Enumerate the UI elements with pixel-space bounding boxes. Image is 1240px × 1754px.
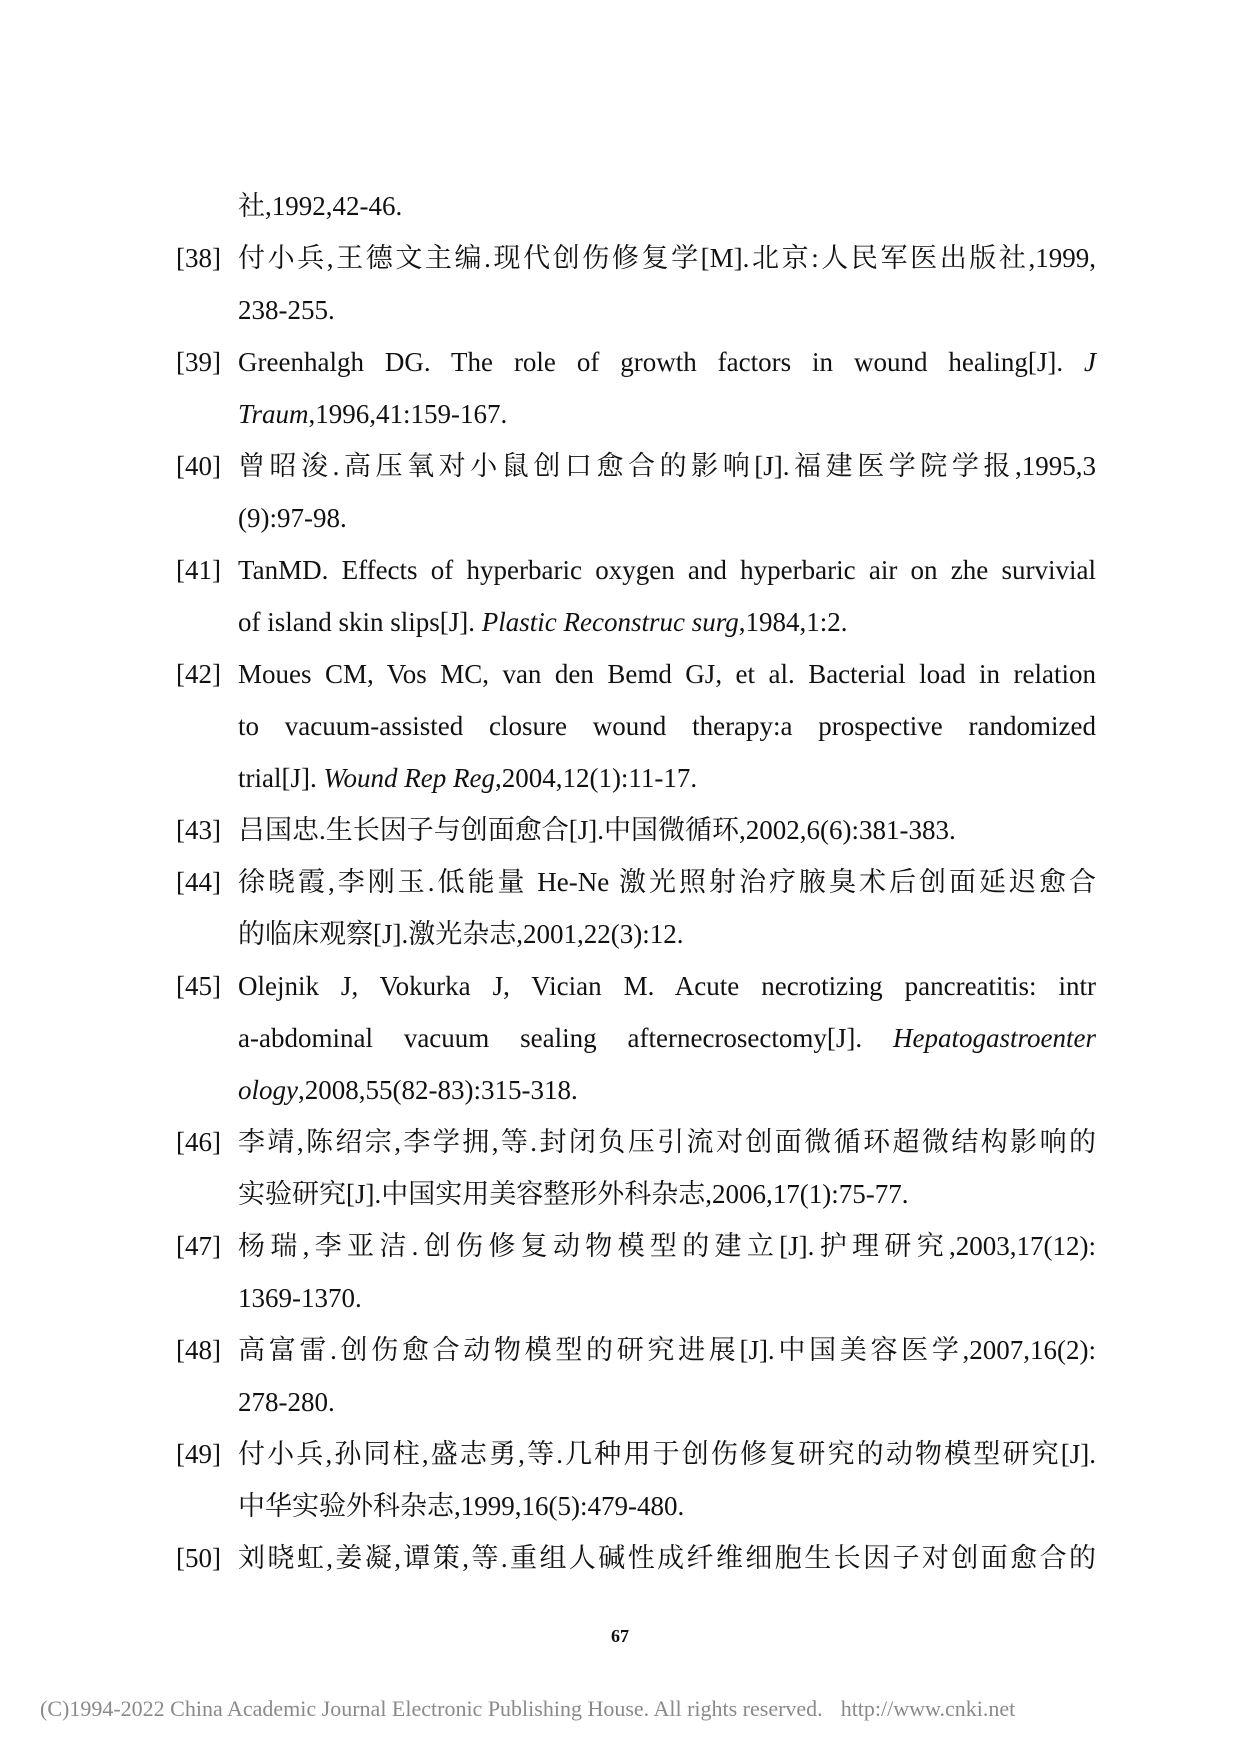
reference-text: 付小兵,王德文主编.现代创伤修复学[M].北京:人民军医出版社,1999, — [238, 243, 1096, 273]
reference-42 — [176, 648, 1096, 700]
journal-name: ology — [238, 1075, 298, 1105]
reference-text: 付小兵,孙同柱,盛志勇,等.几种用于创伤修复研究的动物模型研究[J]. — [238, 1439, 1096, 1469]
reference-text — [238, 596, 1096, 648]
reference-43 — [176, 804, 1096, 856]
reference-text: (9):97-98. — [238, 503, 347, 533]
reference-46 — [176, 1116, 1096, 1168]
reference-text: 吕国忠.生长因子与创面愈合[J].中国微循环,2002,6(6):381-383. — [238, 815, 956, 845]
reference-number: [45] — [176, 971, 221, 1001]
reference-text: Greenhalgh DG. The role of growth factors in wound healing[J]. — [238, 347, 1085, 377]
reference-continuation: 社,1992,42-46. — [238, 191, 403, 221]
reference-number: [50] — [176, 1543, 221, 1573]
reference-text: 中华实验外科杂志,1999,16(5):479-480. — [238, 1491, 685, 1521]
reference-text: of island skin slips[J]. — [238, 607, 482, 637]
reference-text: Olejnik J, Vokurka J, Vician M. Acute necrotizing pancreatitis: intr — [238, 971, 1096, 1001]
reference-text — [238, 1064, 1096, 1116]
journal-name: J — [1084, 347, 1096, 377]
reference-39 — [176, 336, 1096, 388]
journal-name: Wound Rep Reg — [323, 763, 495, 793]
reference-text — [238, 388, 1096, 440]
reference-text: 徐晓霞,李刚玉.低能量 He-Ne 激光照射治疗腋臭术后创面延迟愈合 — [238, 867, 1096, 897]
reference-text: 杨瑞,李亚洁.创伤修复动物模型的建立[J].护理研究,2003,17(12): — [238, 1231, 1096, 1261]
reference-text: trial[J]. — [238, 763, 324, 793]
reference-number: [43] — [176, 815, 221, 845]
reference-text: 1369-1370. — [238, 1283, 362, 1313]
copyright-text: (C)1994-2022 China Academic Journal Electronic Publishing House. All rights reserved. — [40, 1696, 823, 1721]
reference-number: [39] — [176, 347, 221, 377]
reference-text: Moues CM, Vos MC, van den Bemd GJ, et al. Bacterial load in relation — [238, 659, 1096, 689]
reference-number: [47] — [176, 1231, 221, 1261]
copyright-footer — [40, 1696, 1220, 1722]
cnki-url: http://www.cnki.net — [840, 1696, 1016, 1721]
reference-number: [41] — [176, 555, 221, 585]
reference-text: 实验研究[J].中国实用美容整形外科杂志,2006,17(1):75-77. — [238, 1179, 909, 1209]
reference-text: 李靖,陈绍宗,李学拥,等.封闭负压引流对创面微循环超微结构影响的 — [238, 1127, 1096, 1157]
reference-40 — [176, 440, 1096, 492]
reference-number: [48] — [176, 1335, 221, 1365]
journal-name: Hepatogastroenter — [893, 1023, 1096, 1053]
reference-text — [238, 1012, 1096, 1064]
reference-45 — [176, 960, 1096, 1012]
reference-number: [42] — [176, 659, 221, 689]
reference-number: [38] — [176, 243, 221, 273]
reference-text: 238-255. — [238, 295, 335, 325]
reference-44 — [176, 856, 1096, 908]
reference-number: [46] — [176, 1127, 221, 1157]
reference-48 — [176, 1324, 1096, 1376]
reference-text: 278-280. — [238, 1387, 335, 1417]
journal-name: Plastic Reconstruc surg — [481, 607, 739, 637]
reference-47 — [176, 1220, 1096, 1272]
reference-details: ,2008,55(82-83):315-318. — [298, 1075, 578, 1105]
reference-text: a-abdominal vacuum sealing afternecrosectomy[J]. — [238, 1023, 894, 1053]
journal-name: Traum — [238, 399, 309, 429]
reference-number: [40] — [176, 451, 221, 481]
reference-49 — [176, 1428, 1096, 1480]
reference-text: to vacuum-assisted closure wound therapy:a prospective randomized — [238, 711, 1096, 741]
reference-number: [44] — [176, 867, 221, 897]
page-number: 67 — [611, 1626, 629, 1646]
reference-text: 曾昭浚.高压氧对小鼠创口愈合的影响[J].福建医学院学报,1995,3 — [238, 451, 1096, 481]
reference-41 — [176, 544, 1096, 596]
reference-text: 高富雷.创伤愈合动物模型的研究进展[J].中国美容医学,2007,16(2): — [238, 1335, 1096, 1365]
reference-text: TanMD. Effects of hyperbaric oxygen and hyperbaric air on zhe survivial — [238, 555, 1096, 585]
reference-details: ,1996,41:159-167. — [308, 399, 508, 429]
reference-text: 刘晓虹,姜凝,谭策,等.重组人碱性成纤维细胞生长因子对创面愈合的 — [238, 1543, 1096, 1573]
reference-text — [238, 752, 1096, 804]
reference-number: [49] — [176, 1439, 221, 1469]
reference-details: ,1984,1:2. — [738, 607, 848, 637]
reference-text: 的临床观察[J].激光杂志,2001,22(3):12. — [238, 919, 684, 949]
reference-38 — [176, 232, 1096, 284]
reference-details: ,2004,12(1):11-17. — [494, 763, 698, 793]
reference-50 — [176, 1532, 1096, 1584]
